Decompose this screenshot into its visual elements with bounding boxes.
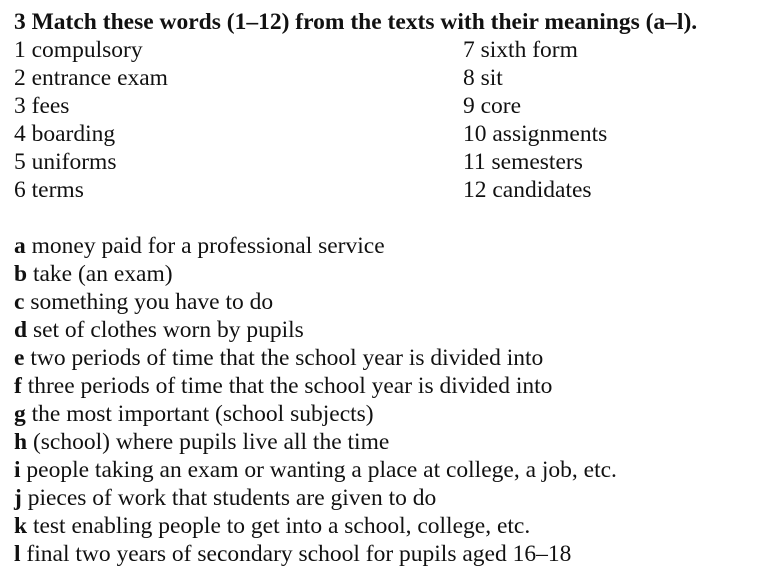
- word-item: 10 assignments: [463, 121, 608, 147]
- meaning-text: three periods of time that the school year is divided into: [21, 373, 553, 399]
- word-item: 12 candidates: [463, 177, 592, 203]
- word-row: [14, 64, 734, 92]
- meaning-letter: j: [14, 485, 22, 511]
- word-item: 2 entrance exam: [14, 65, 168, 91]
- word-row: [14, 92, 734, 120]
- word-item: 4 boarding: [14, 121, 116, 147]
- meaning-letter: a: [14, 233, 26, 259]
- meaning-letter: e: [14, 345, 25, 371]
- word-row: [14, 148, 734, 176]
- meaning-item: [14, 512, 754, 540]
- meaning-text: (school) where pupils live all the time: [27, 429, 390, 455]
- meaning-item: [14, 540, 754, 568]
- meaning-text: two periods of time that the school year is divided into: [24, 345, 544, 371]
- meaning-item: [14, 288, 754, 316]
- word-item: 6 terms: [14, 177, 84, 203]
- exercise-title: 3 Match these words (1–12) from the texts with their meanings (a–l).: [14, 9, 698, 35]
- word-row: [14, 120, 734, 148]
- meaning-letter: c: [14, 289, 25, 315]
- word-list: [14, 36, 734, 204]
- word-item: 7 sixth form: [463, 37, 578, 63]
- meaning-text: money paid for a professional service: [25, 233, 385, 259]
- meaning-letter: d: [14, 317, 28, 343]
- meaning-letter: h: [14, 429, 28, 455]
- meaning-letter: f: [14, 373, 22, 399]
- meaning-text: test enabling people to get into a school, college, etc.: [27, 513, 531, 539]
- word-row: [14, 176, 734, 204]
- meaning-text: set of clothes worn by pupils: [27, 317, 304, 343]
- meaning-item: [14, 344, 754, 372]
- meaning-text: final two years of secondary school for pupils aged 16–18: [20, 541, 572, 567]
- meaning-text: the most important (school subjects): [25, 401, 374, 427]
- word-item: 3 fees: [14, 93, 70, 119]
- meaning-item: [14, 316, 754, 344]
- meaning-item: [14, 400, 754, 428]
- meaning-letter: g: [14, 401, 26, 427]
- word-item: 11 semesters: [463, 149, 583, 175]
- meaning-letter: k: [14, 513, 28, 539]
- word-item: 9 core: [463, 93, 522, 119]
- meaning-letter: b: [14, 261, 28, 287]
- meaning-item: [14, 456, 754, 484]
- word-item: 8 sit: [463, 65, 503, 91]
- meaning-item: [14, 428, 754, 456]
- meaning-text: people taking an exam or wanting a place at college, a job, etc.: [20, 457, 617, 483]
- word-item: 1 compulsory: [14, 37, 143, 63]
- word-item: 5 uniforms: [14, 149, 117, 175]
- meaning-item: [14, 484, 754, 512]
- word-row: [14, 36, 734, 64]
- meaning-item: [14, 372, 754, 400]
- meaning-item: [14, 260, 754, 288]
- meaning-text: something you have to do: [24, 289, 274, 315]
- meaning-list: [14, 232, 754, 568]
- meaning-item: [14, 232, 754, 260]
- meaning-letter: i: [14, 457, 21, 483]
- meaning-text: take (an exam): [27, 261, 173, 287]
- meaning-text: pieces of work that students are given to do: [21, 485, 437, 511]
- meaning-letter: l: [14, 541, 21, 567]
